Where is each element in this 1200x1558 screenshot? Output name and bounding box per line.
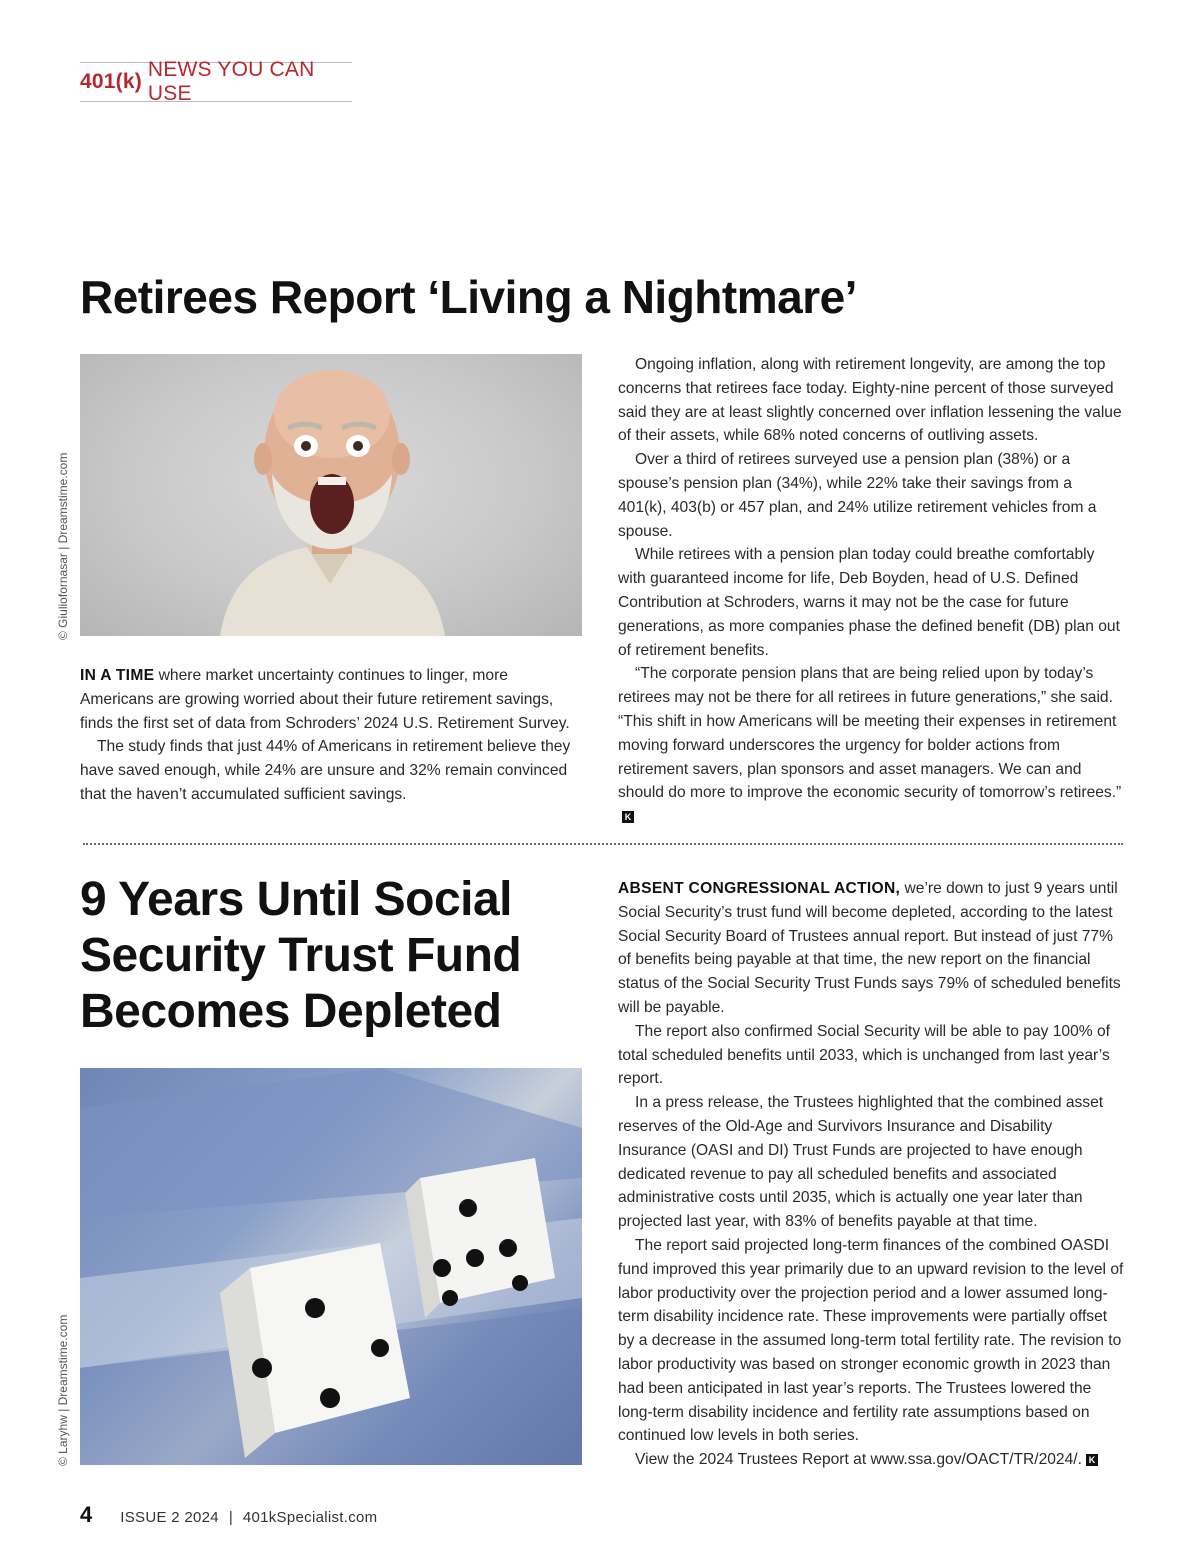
page-footer xyxy=(80,1502,377,1528)
article2-column xyxy=(618,877,1124,1472)
article1-title: Retirees Report ‘Living a Nightmare’ xyxy=(80,271,857,323)
page-number: 4 xyxy=(80,1502,93,1527)
section-kicker xyxy=(80,58,352,105)
article1-paragraph-6 xyxy=(618,662,1124,829)
article2-paragraph-2: The report also confirmed Social Security will be able to pay 100% of total scheduled benefits until 2033, which is unchanged from last year’s report. xyxy=(618,1022,1110,1088)
article1-paragraph-5: While retirees with a pension plan today could breathe comfortably with guaranteed income for life, Deb Boyden, head of U.S. Defined Contribution at Schroders, warns it may not be the case for future generations, as more companies phase the defined benefit (DB) plan out of retirement benefits. xyxy=(618,546,1120,659)
issue-label: ISSUE 2 2024 xyxy=(120,1509,219,1526)
article1-photo xyxy=(80,354,582,636)
end-mark-icon: K xyxy=(622,811,634,823)
article1-paragraph-1-text: where market uncertainty continues to linger, more Americans are growing worried about their future retirement savings, finds the first set of data from Schroders’ 2024 U.S. Retirement Survey. xyxy=(80,667,570,732)
section-header xyxy=(80,58,352,105)
article2-paragraph-4: The report said projected long-term finances of the combined OASDI fund improved this year primarily due to an upward revision to the level of labor productivity over the projection period and a lower assumed long-term disability incidence rate. These improvements were partially offset by a decrease in the assumed long-term total fertility rate. The revision to labor productivity was based on stronger economic growth in 2023 than had been anticipated in last year’s reports. The Trustees lowered the long-term disability incidence and fertility rate assumptions based on continued low levels in both series. xyxy=(618,1236,1124,1445)
article1-photo-credit: © Giuliofornasar | Dreamstime.com xyxy=(56,452,70,640)
footer-site: 401kSpecialist.com xyxy=(242,1509,378,1526)
kicker-text: NEWS YOU CAN USE xyxy=(147,58,315,105)
article1-paragraph-2: The study finds that just 44% of Americans in retirement believe they have saved enough, while 24% are unsure and 32% remain convinced that the haven’t accumulated sufficient savings. xyxy=(80,738,571,803)
article1-left-column xyxy=(80,664,580,807)
kicker-bold: 401(k) xyxy=(80,70,142,93)
article2-paragraph-1 xyxy=(618,877,1124,1020)
article1-paragraph-3: Ongoing inflation, along with retirement longevity, are among the top concerns that retirees face today. Eighty-nine percent of those surveyed said they are at least slightly concerned over inflation lessening the value of their assets, while 68% noted concerns of outliving assets. xyxy=(618,356,1122,445)
article1-paragraph-6-text: “The corporate pension plans that are being relied upon by today’s retirees may not be there for all retirees in future generations,” she said. “This shift in how Americans will be meeting their expenses in retirement moving forward underscores the urgency for bolder actions from retirement savers, plan sponsors and asset managers. We can and should do more to improve the economic security of tomorrow’s retirees.” xyxy=(618,665,1122,802)
article1-right-column xyxy=(618,353,1124,829)
article2-paragraph-5 xyxy=(618,1448,1124,1472)
dice-on-social-security-cards-illustration xyxy=(80,1068,582,1465)
shocked-man-illustration xyxy=(80,354,582,636)
article1-lead-in: IN A TIME xyxy=(80,667,155,684)
article1-paragraph-1 xyxy=(80,664,580,735)
end-mark-icon: K xyxy=(1086,1454,1098,1466)
article2-photo xyxy=(80,1068,582,1465)
article2-lead-in: ABSENT CONGRESSIONAL ACTION, xyxy=(618,880,901,897)
article2-paragraph-3: In a press release, the Trustees highlighted that the combined asset reserves of the Old-Age and Survivors Insurance and Disability Insurance (OASI and DI) Trust Funds are projected to have enough dedicated revenue to pay all scheduled benefits and associated administrative costs until 2035, which is actually one year later than projected last year, with 83% of benefits payable at that time. xyxy=(618,1094,1104,1231)
article2-photo-credit: © Laryhw | Dreamstime.com xyxy=(56,1314,70,1466)
section-divider xyxy=(83,843,1123,845)
footer-separator: | xyxy=(228,1509,233,1526)
article1-paragraph-4: Over a third of retirees surveyed use a pension plan (38%) or a spouse’s pension plan (34%), while 22% take their savings from a 401(k), 403(b) or 457 plan, and 24% utilize retirement vehicles from a spouse. xyxy=(618,451,1097,540)
article2-paragraph-1-text: we’re down to just 9 years until Social Security’s trust fund will become depleted, according to the latest Social Security Board of Trustees annual report. But instead of just 77% of benefits being payable at that time, the new report on the financial status of the Social Security Trust Funds says 79% of scheduled benefits will be payable. xyxy=(618,880,1121,1016)
trustees-report-link-text: View the 2024 Trustees Report at www.ssa.gov/OACT/TR/2024/. xyxy=(635,1451,1082,1469)
article2-title: 9 Years Until Social Security Trust Fund Becomes Depleted xyxy=(80,873,522,1038)
